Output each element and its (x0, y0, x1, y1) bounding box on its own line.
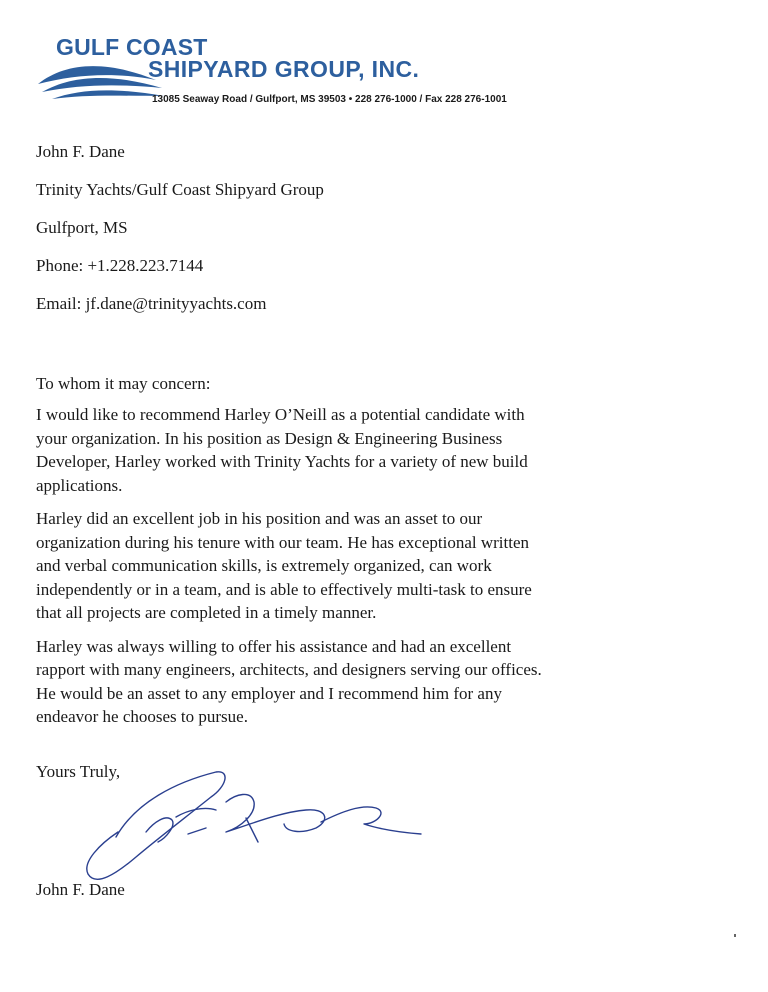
sender-email: Email: jf.dane@trinityyachts.com (36, 294, 267, 313)
sender-location: Gulfport, MS (36, 218, 128, 237)
company-name-line1: GULF COAST (56, 34, 208, 60)
salutation: To whom it may concern: (36, 374, 211, 393)
paragraph-line: that all projects are completed in a timely manner. (36, 603, 377, 622)
paragraph-line: your organization. In his position as Design & Engineering Business (36, 428, 503, 448)
letter-body (36, 374, 726, 739)
paragraph-line: organization during his tenure with our team. He has exceptional written (36, 532, 530, 552)
paragraph-line: rapport with many engineers, architects, and designers serving our offices. (36, 660, 542, 679)
paragraph-recommendation (36, 403, 726, 497)
paragraph-line: Harley was always willing to offer his assistance and had an excellent (36, 636, 512, 656)
paragraph-line: He would be an asset to any employer and I recommend him for any (36, 683, 502, 703)
sender-organization: Trinity Yachts/Gulf Coast Shipyard Group (36, 180, 324, 199)
paragraph-performance (36, 507, 726, 625)
handwritten-signature-icon (76, 762, 456, 902)
scan-speck (734, 934, 736, 937)
sender-name: John F. Dane (36, 142, 125, 161)
paragraph-line: Harley did an excellent job in his position and was an asset to our (36, 509, 483, 528)
paragraph-line: I would like to recommend Harley O’Neill as a potential candidate with (36, 405, 525, 424)
closing: Yours Truly, (36, 762, 121, 781)
company-address: 13085 Seaway Road / Gulfport, MS 39503 • 228 276-1000 / Fax 228 276-1001 (152, 94, 507, 105)
paragraph-line: independently or in a team, and is able to effectively multi-task to ensure (36, 579, 532, 599)
sender-block (36, 142, 716, 332)
paragraph-line: and verbal communication skills, is extremely organized, can work (36, 556, 492, 575)
paragraph-line: Developer, Harley worked with Trinity Yachts for a variety of new build (36, 452, 528, 471)
paragraph-line: endeavor he chooses to pursue. (36, 707, 248, 726)
paragraph-line: applications. (36, 475, 123, 495)
company-name-line2: SHIPYARD GROUP, INC. (148, 56, 420, 82)
signer-name: John F. Dane (36, 880, 125, 899)
paragraph-endorsement (36, 635, 726, 729)
sender-phone: Phone: +1.228.223.7144 (36, 256, 204, 275)
letterhead (36, 34, 676, 114)
